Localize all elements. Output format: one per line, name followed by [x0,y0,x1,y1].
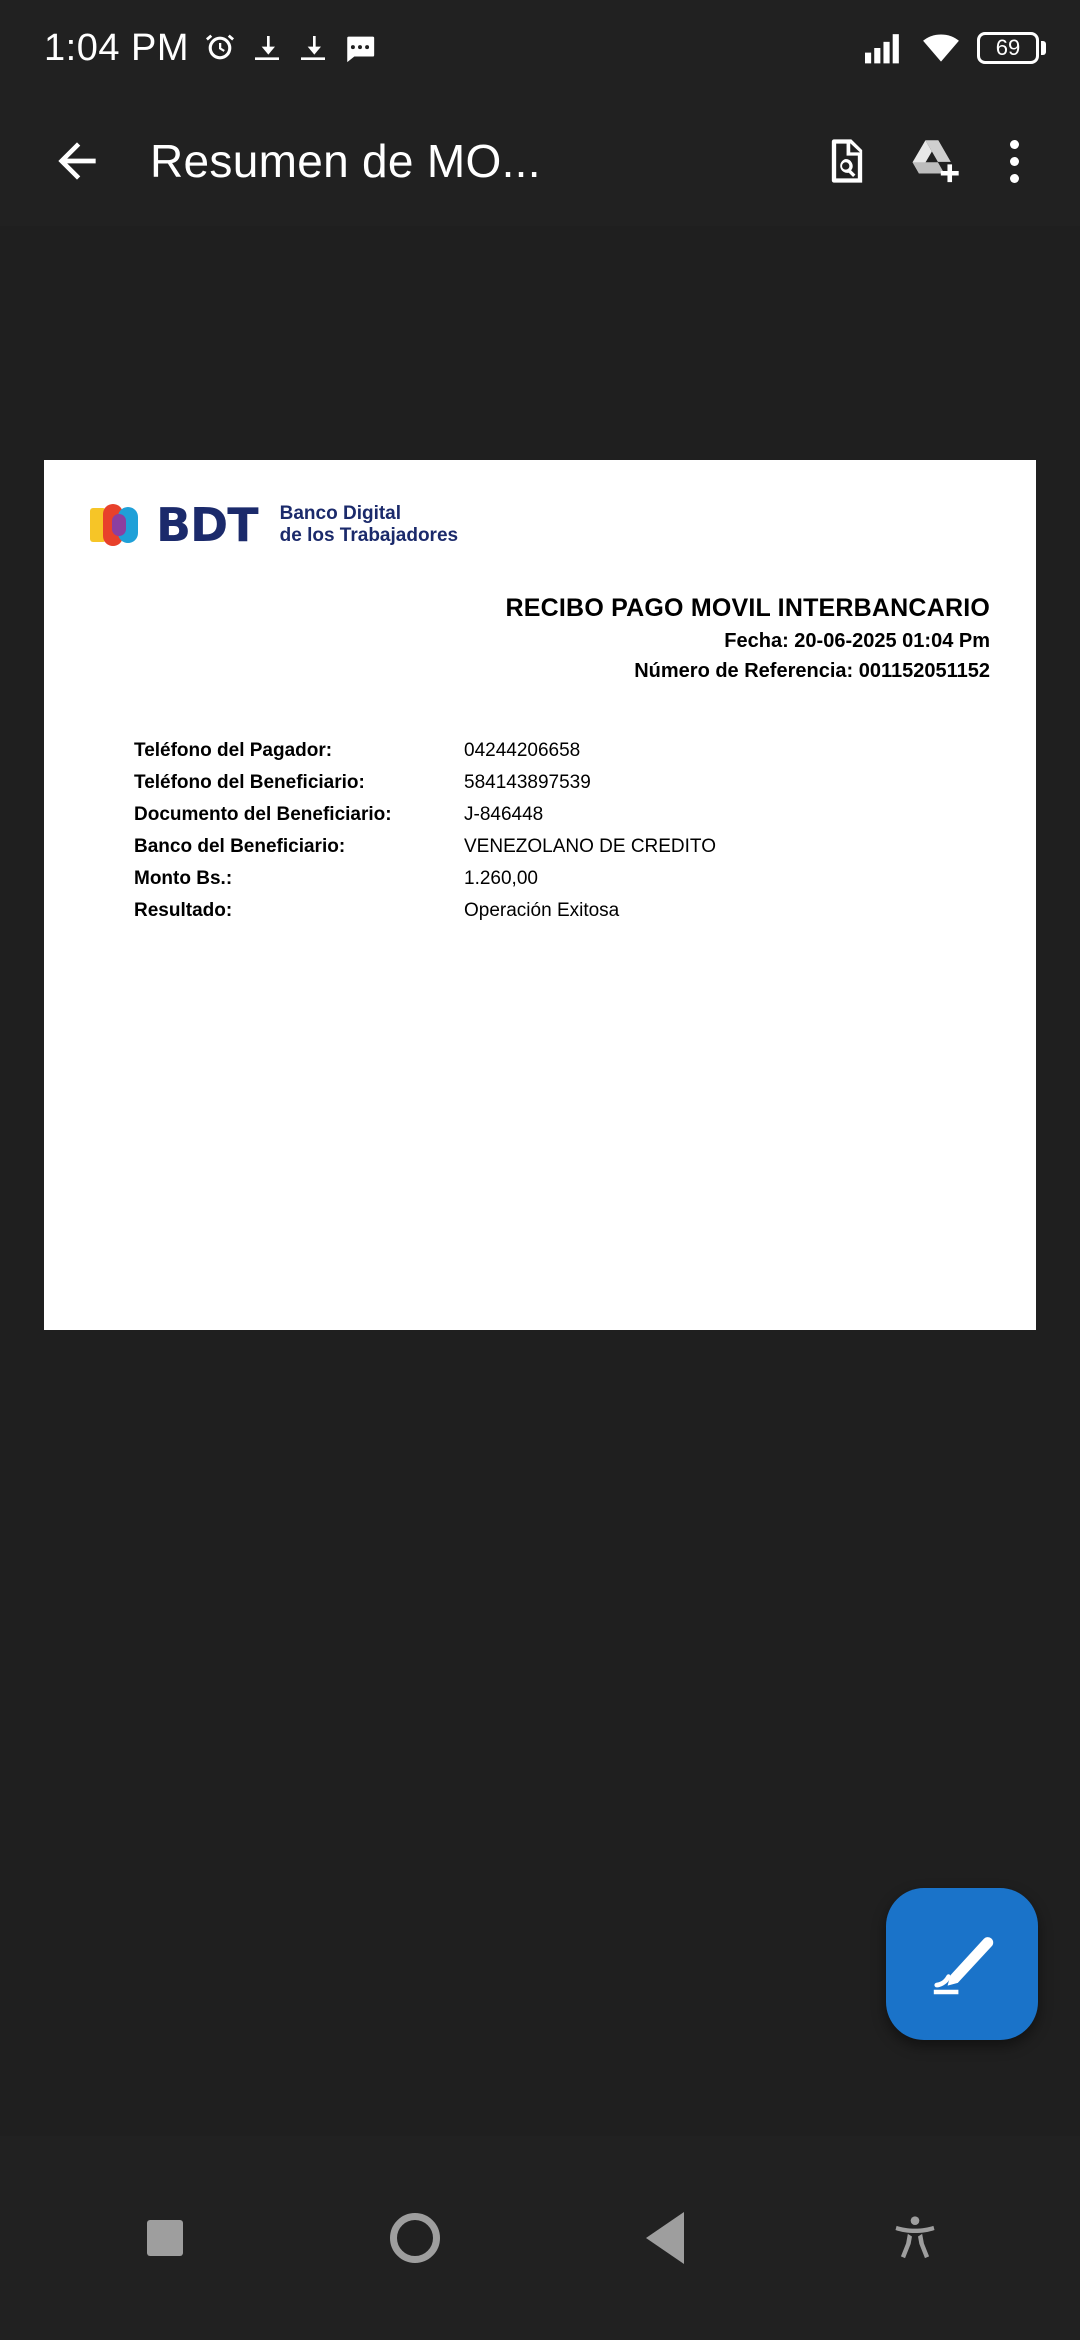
document-viewer[interactable] [0,226,1080,2136]
table-row [90,735,990,767]
system-navigation-bar [0,2136,1080,2340]
home-circle-icon [390,2213,440,2263]
field-label: Teléfono del Pagador: [134,740,333,761]
download-complete-icon [297,32,329,64]
receipt-reference: Número de Referencia: 001152051152 [634,660,990,682]
receipt-title: RECIBO PAGO MOVIL INTERBANCARIO [505,594,990,622]
accessibility-button[interactable] [860,2183,970,2293]
status-bar [0,0,1080,96]
receipt-date: Fecha: 20-06-2025 01:04 Pm [724,630,990,652]
signature-pen-icon [926,1928,998,2000]
field-value: J-846448 [464,804,544,825]
field-label: Resultado: [134,900,233,921]
add-to-drive-icon[interactable] [896,122,974,200]
field-value: 584143897539 [464,772,591,793]
bank-logo [90,486,990,552]
field-value: VENEZOLANO DE CREDITO [464,836,716,857]
download-complete-icon [251,32,283,64]
field-label: Monto Bs.: [134,868,233,889]
bank-name-line1: Banco Digital [279,502,402,524]
field-value: 1.260,00 [464,868,538,889]
table-row [90,767,990,799]
bank-name [280,503,458,548]
status-bar-left [44,27,377,70]
field-label: Banco del Beneficiario: [134,836,346,857]
field-value: Operación Exitosa [464,900,620,921]
table-row [90,863,990,895]
back-arrow-icon[interactable] [40,124,114,198]
document-search-icon[interactable] [808,122,886,200]
signal-icon [865,32,905,64]
receipt-details-table [90,735,990,927]
table-row [90,799,990,831]
table-row [90,895,990,927]
bank-name-line2: de los Trabajadores [279,525,459,546]
home-button[interactable] [360,2183,470,2293]
status-bar-right [865,32,1046,64]
page-title: Resumen de MO... [150,135,541,187]
recents-button[interactable] [110,2183,220,2293]
recents-square-icon [147,2220,183,2256]
field-label: Documento del Beneficiario: [134,804,392,825]
app-bar [0,96,1080,226]
status-clock: 1:04 PM [44,26,190,69]
back-triangle-icon [646,2212,684,2264]
wifi-icon [921,32,961,64]
document-page [44,460,1036,1330]
battery-level-label: 69 [977,32,1039,64]
field-label: Teléfono del Beneficiario: [134,772,365,793]
message-icon [343,31,377,65]
table-row [90,831,990,863]
bdt-logo-mark-icon [90,502,142,548]
alarm-icon [203,31,237,65]
annotate-signature-fab[interactable] [886,1888,1038,2040]
back-button[interactable] [610,2183,720,2293]
field-value: 04244206658 [464,740,581,761]
bdt-logo-text: BDT [156,498,258,552]
accessibility-icon [889,2212,941,2264]
overflow-menu-icon[interactable] [984,122,1044,200]
receipt-heading [90,594,990,683]
battery-icon [977,32,1046,64]
